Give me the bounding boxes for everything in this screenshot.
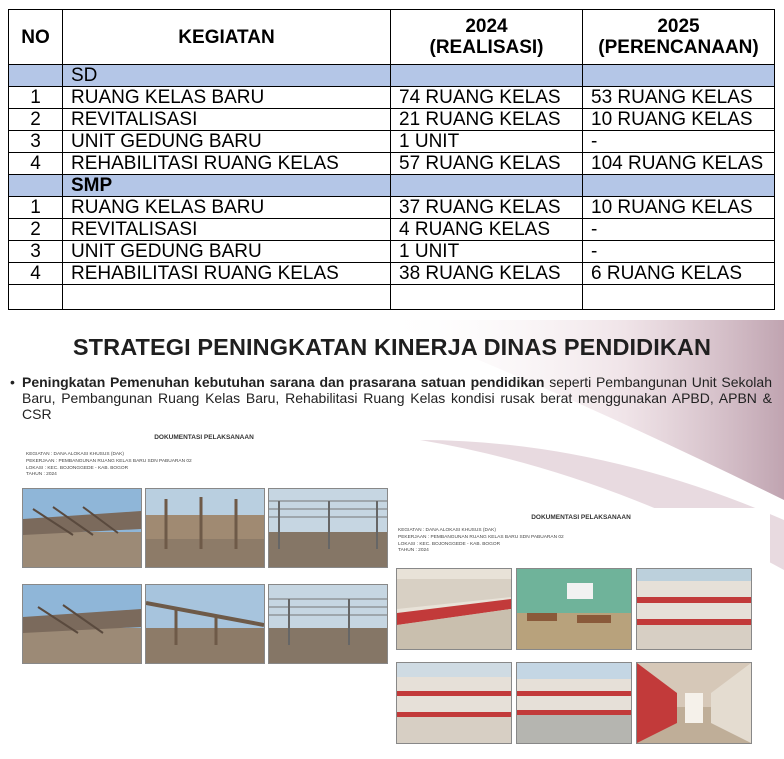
row-2025: - (583, 219, 775, 241)
construction-photo (268, 584, 388, 664)
doc-meta-line: LOKASI : KEC. BOJONGGEDE - KAB. BOGOR (398, 541, 501, 547)
table-row (9, 241, 775, 263)
table-row (9, 153, 775, 175)
slide-title: STRATEGI PENINGKATAN KINERJA DINAS PENDIDIKAN (72, 334, 712, 360)
row-2024: 37 RUANG KELAS (391, 197, 583, 219)
construction-photo (145, 584, 265, 664)
bullet-bold-text: Peningkatan Pemenuhan kebutuhan sarana dan prasarana satuan pendidikan (22, 374, 545, 390)
row-2024: 38 RUANG KELAS (391, 263, 583, 285)
row-2025: 53 RUANG KELAS (583, 87, 775, 109)
row-2024: 57 RUANG KELAS (391, 153, 583, 175)
table-row (9, 131, 775, 153)
row-2024: 21 RUANG KELAS (391, 109, 583, 131)
row-2024: 74 RUANG KELAS (391, 87, 583, 109)
header-2025-year: 2025 (657, 16, 700, 37)
row-2025: 104 RUANG KELAS (583, 153, 775, 175)
table-row (9, 87, 775, 109)
doc-meta-line: TAHUN : 2024 (398, 548, 429, 554)
doc-meta-line: TAHUN : 2024 (26, 472, 57, 478)
construction-photo (145, 488, 265, 568)
row-kegiatan: UNIT GEDUNG BARU (63, 241, 391, 263)
header-2024-type: (REALISASI) (429, 37, 544, 58)
table-header-row (9, 10, 775, 65)
doc-meta-line: PEKERJAAN : PEMBANGUNAN RUANG KELAS BARU SDN PABUARAN 02 (26, 458, 192, 464)
row-no: 1 (9, 87, 63, 109)
row-2025: - (583, 241, 775, 263)
section-label-smp: SMP (63, 175, 391, 197)
corridor-photo (636, 662, 752, 744)
doc-meta-line: LOKASI : KEC. BOJONGGEDE - KAB. BOGOR (26, 465, 129, 471)
row-kegiatan: REHABILITASI RUANG KELAS (63, 153, 391, 175)
header-2024 (391, 10, 583, 65)
doc-meta-line: KEGIATAN : DANA ALOKASI KHUSUS (DAK) (398, 528, 496, 533)
row-kegiatan: UNIT GEDUNG BARU (63, 131, 391, 153)
building-photo (396, 662, 512, 744)
building-photo (396, 568, 512, 650)
row-2024: 1 UNIT (391, 131, 583, 153)
row-2025: 10 RUANG KELAS (583, 109, 775, 131)
header-2025 (583, 10, 775, 65)
doc-meta-line: PEKERJAAN : PEMBANGUNAN RUANG KELAS BARU SDN PABUARAN 02 (398, 534, 564, 540)
program-table (8, 9, 775, 310)
row-no: 2 (9, 219, 63, 241)
documentation-panel-right (392, 508, 770, 756)
construction-photo (22, 584, 142, 664)
bullet-text: seperti Pembangunan Unit Sekolah Baru, Pembangunan Ruang Kelas Baru, Rehabilitasi Ruang Kelas kondisi rusak berat menggunakan APBD, APBN & CSR (22, 374, 772, 422)
doc-meta (398, 528, 564, 555)
row-2025: 6 RUANG KELAS (583, 263, 775, 285)
row-kegiatan: RUANG KELAS BARU (63, 87, 391, 109)
row-no: 3 (9, 241, 63, 263)
row-no: 4 (9, 263, 63, 285)
section-label-sd: SD (63, 65, 391, 87)
doc-meta-line: KEGIATAN : DANA ALOKASI KHUSUS (DAK) (26, 452, 124, 457)
row-no: 2 (9, 109, 63, 131)
row-no: 1 (9, 197, 63, 219)
header-2025-type: (PERENCANAAN) (598, 37, 759, 58)
strategy-bullet (10, 374, 772, 422)
header-no: NO (9, 10, 63, 65)
row-2024: 1 UNIT (391, 241, 583, 263)
table-row (9, 263, 775, 285)
strategy-slide (0, 320, 784, 759)
row-kegiatan: REVITALISASI (63, 219, 391, 241)
row-2025: - (583, 131, 775, 153)
row-kegiatan: REVITALISASI (63, 109, 391, 131)
row-2024: 4 RUANG KELAS (391, 219, 583, 241)
classroom-photo (516, 568, 632, 650)
table-row (9, 219, 775, 241)
row-no: 4 (9, 153, 63, 175)
table-row (9, 197, 775, 219)
row-kegiatan: REHABILITASI RUANG KELAS (63, 263, 391, 285)
construction-photo (22, 488, 142, 568)
row-kegiatan: RUANG KELAS BARU (63, 197, 391, 219)
header-kegiatan: KEGIATAN (63, 10, 391, 65)
row-no: 3 (9, 131, 63, 153)
doc-title: DOKUMENTASI PELAKSANAAN (531, 514, 631, 521)
construction-photo (268, 488, 388, 568)
bullet-dot-icon: • (10, 374, 15, 390)
doc-title: DOKUMENTASI PELAKSANAAN (154, 434, 254, 441)
table-row (9, 109, 775, 131)
table-row-empty (9, 285, 775, 310)
documentation-panel-left (20, 430, 388, 666)
building-photo (516, 662, 632, 744)
building-photo (636, 568, 752, 650)
header-2024-year: 2024 (465, 16, 508, 37)
row-2025: 10 RUANG KELAS (583, 197, 775, 219)
section-row-smp (9, 175, 775, 197)
section-row-sd (9, 65, 775, 87)
doc-meta (26, 452, 192, 479)
